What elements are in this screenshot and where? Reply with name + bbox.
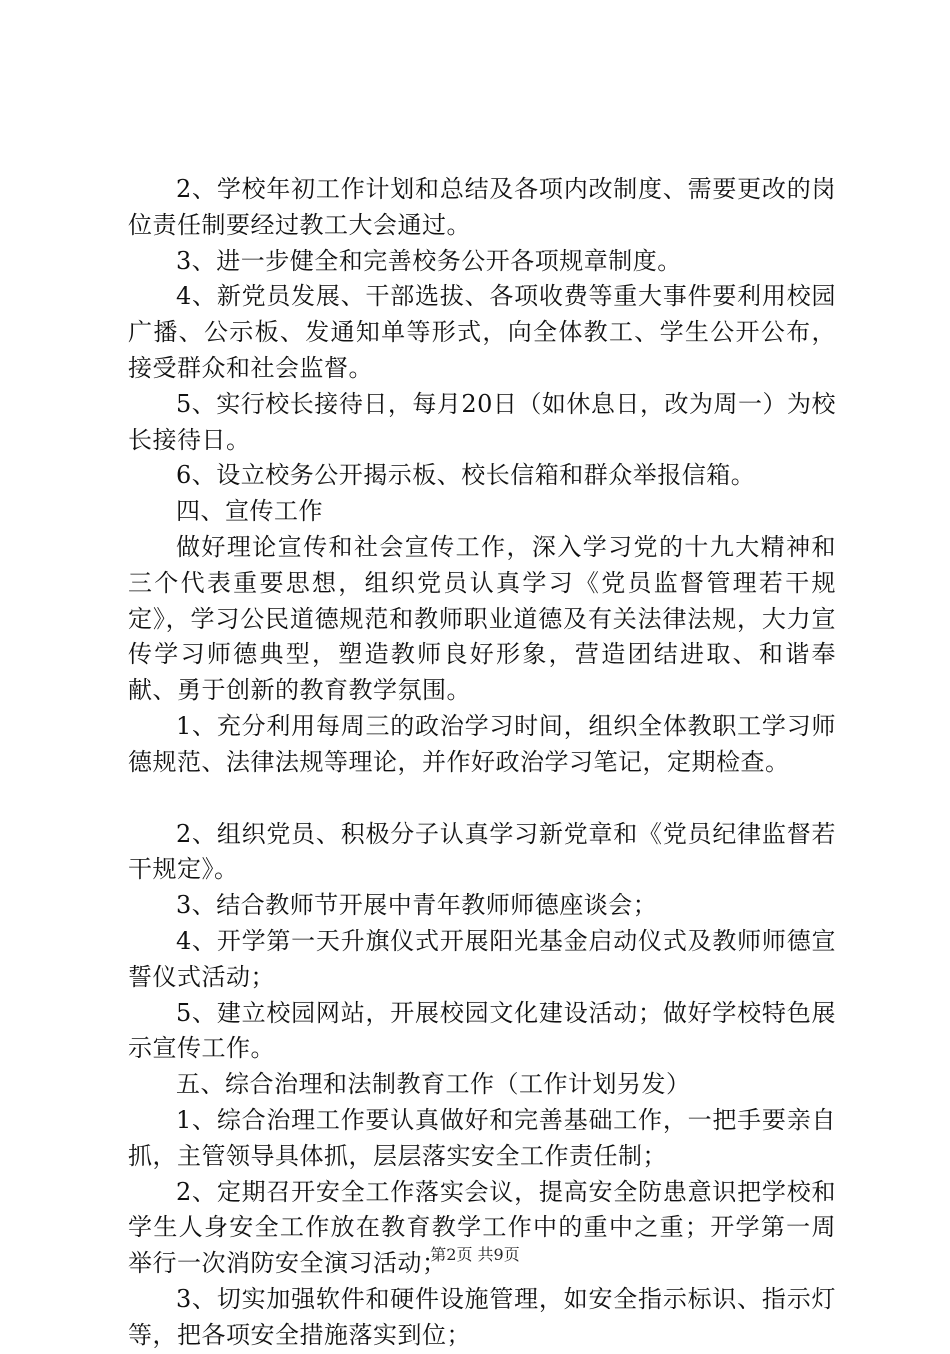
paragraph-spacer [128, 781, 836, 817]
paragraph-publicity-item-3: 3、结合教师节开展中青年教师师德座谈会； [176, 891, 658, 920]
paragraph-governance-item-1: 1、综合治理工作要认真做好和完善基础工作，一把手要亲自抓，主管领导具体抓，层层落实安全工作责任制； [128, 1105, 836, 1170]
paragraph-publicity-item-5: 5、建立校园网站，开展校园文化建设活动；做好学校特色展示宣传工作。 [128, 998, 836, 1063]
paragraph-item-2-annual-plan: 2、学校年初工作计划和总结及各项内改制度、需要更改的岗位责任制要经过教工大会通过。 [128, 175, 836, 239]
paragraph-publicity-item-2: 2、组织党员、积极分子认真学习新党章和《党员纪律监督若干规定》。 [128, 819, 836, 884]
section-heading-governance: 五、综合治理和法制教育工作（工作计划另发） [176, 1070, 691, 1099]
paragraph-governance-item-2: 2、定期召开安全工作落实会议，提高安全防患意识把学校和学生人身安全工作放在教育教学工作中的重中之重；开学第一周举行一次消防安全演习活动； [128, 1177, 836, 1278]
paragraph-item-3-rules: 3、进一步健全和完善校务公开各项规章制度。 [176, 246, 682, 275]
paragraph-publicity-item-4: 4、开学第一天升旗仪式开展阳光基金启动仪式及教师师德宣誓仪式活动； [128, 926, 836, 991]
section-heading-publicity: 四、宣传工作 [176, 497, 323, 526]
paragraph-publicity-intro: 做好理论宣传和社会宣传工作，深入学习党的十九大精神和三个代表重要思想，组织党员认真学习《党员监督管理若干规定》，学习公民道德规范和教师职业道德及有关法律法规，大力宣传学习师德典型，塑造教师良好形象，营造团结进取、和谐奉献、勇于创新的教育教学氛围。 [128, 532, 836, 705]
page-footer: 第2页 共9页 [430, 1245, 520, 1264]
document-body [128, 172, 836, 1354]
paragraph-item-6-mailbox: 6、设立校务公开揭示板、校长信箱和群众举报信箱。 [176, 461, 756, 490]
paragraph-item-5-reception-day: 5、实行校长接待日，每月20日（如休息日，改为周一）为校长接待日。 [128, 389, 836, 454]
paragraph-governance-item-3: 3、切实加强软件和硬件设施管理，如安全指示标识、指示灯等，把各项安全措施落实到位； [128, 1284, 836, 1349]
paragraph-item-4-major-events: 4、新党员发展、干部选拔、各项收费等重大事件要利用校园广播、公示板、发通知单等形式，向全体教工、学生公开公布，接受群众和社会监督。 [128, 282, 836, 382]
paragraph-publicity-item-1: 1、充分利用每周三的政治学习时间，组织全体教职工学习师德规范、法律法规等理论，并作好政治学习笔记，定期检查。 [128, 711, 836, 776]
